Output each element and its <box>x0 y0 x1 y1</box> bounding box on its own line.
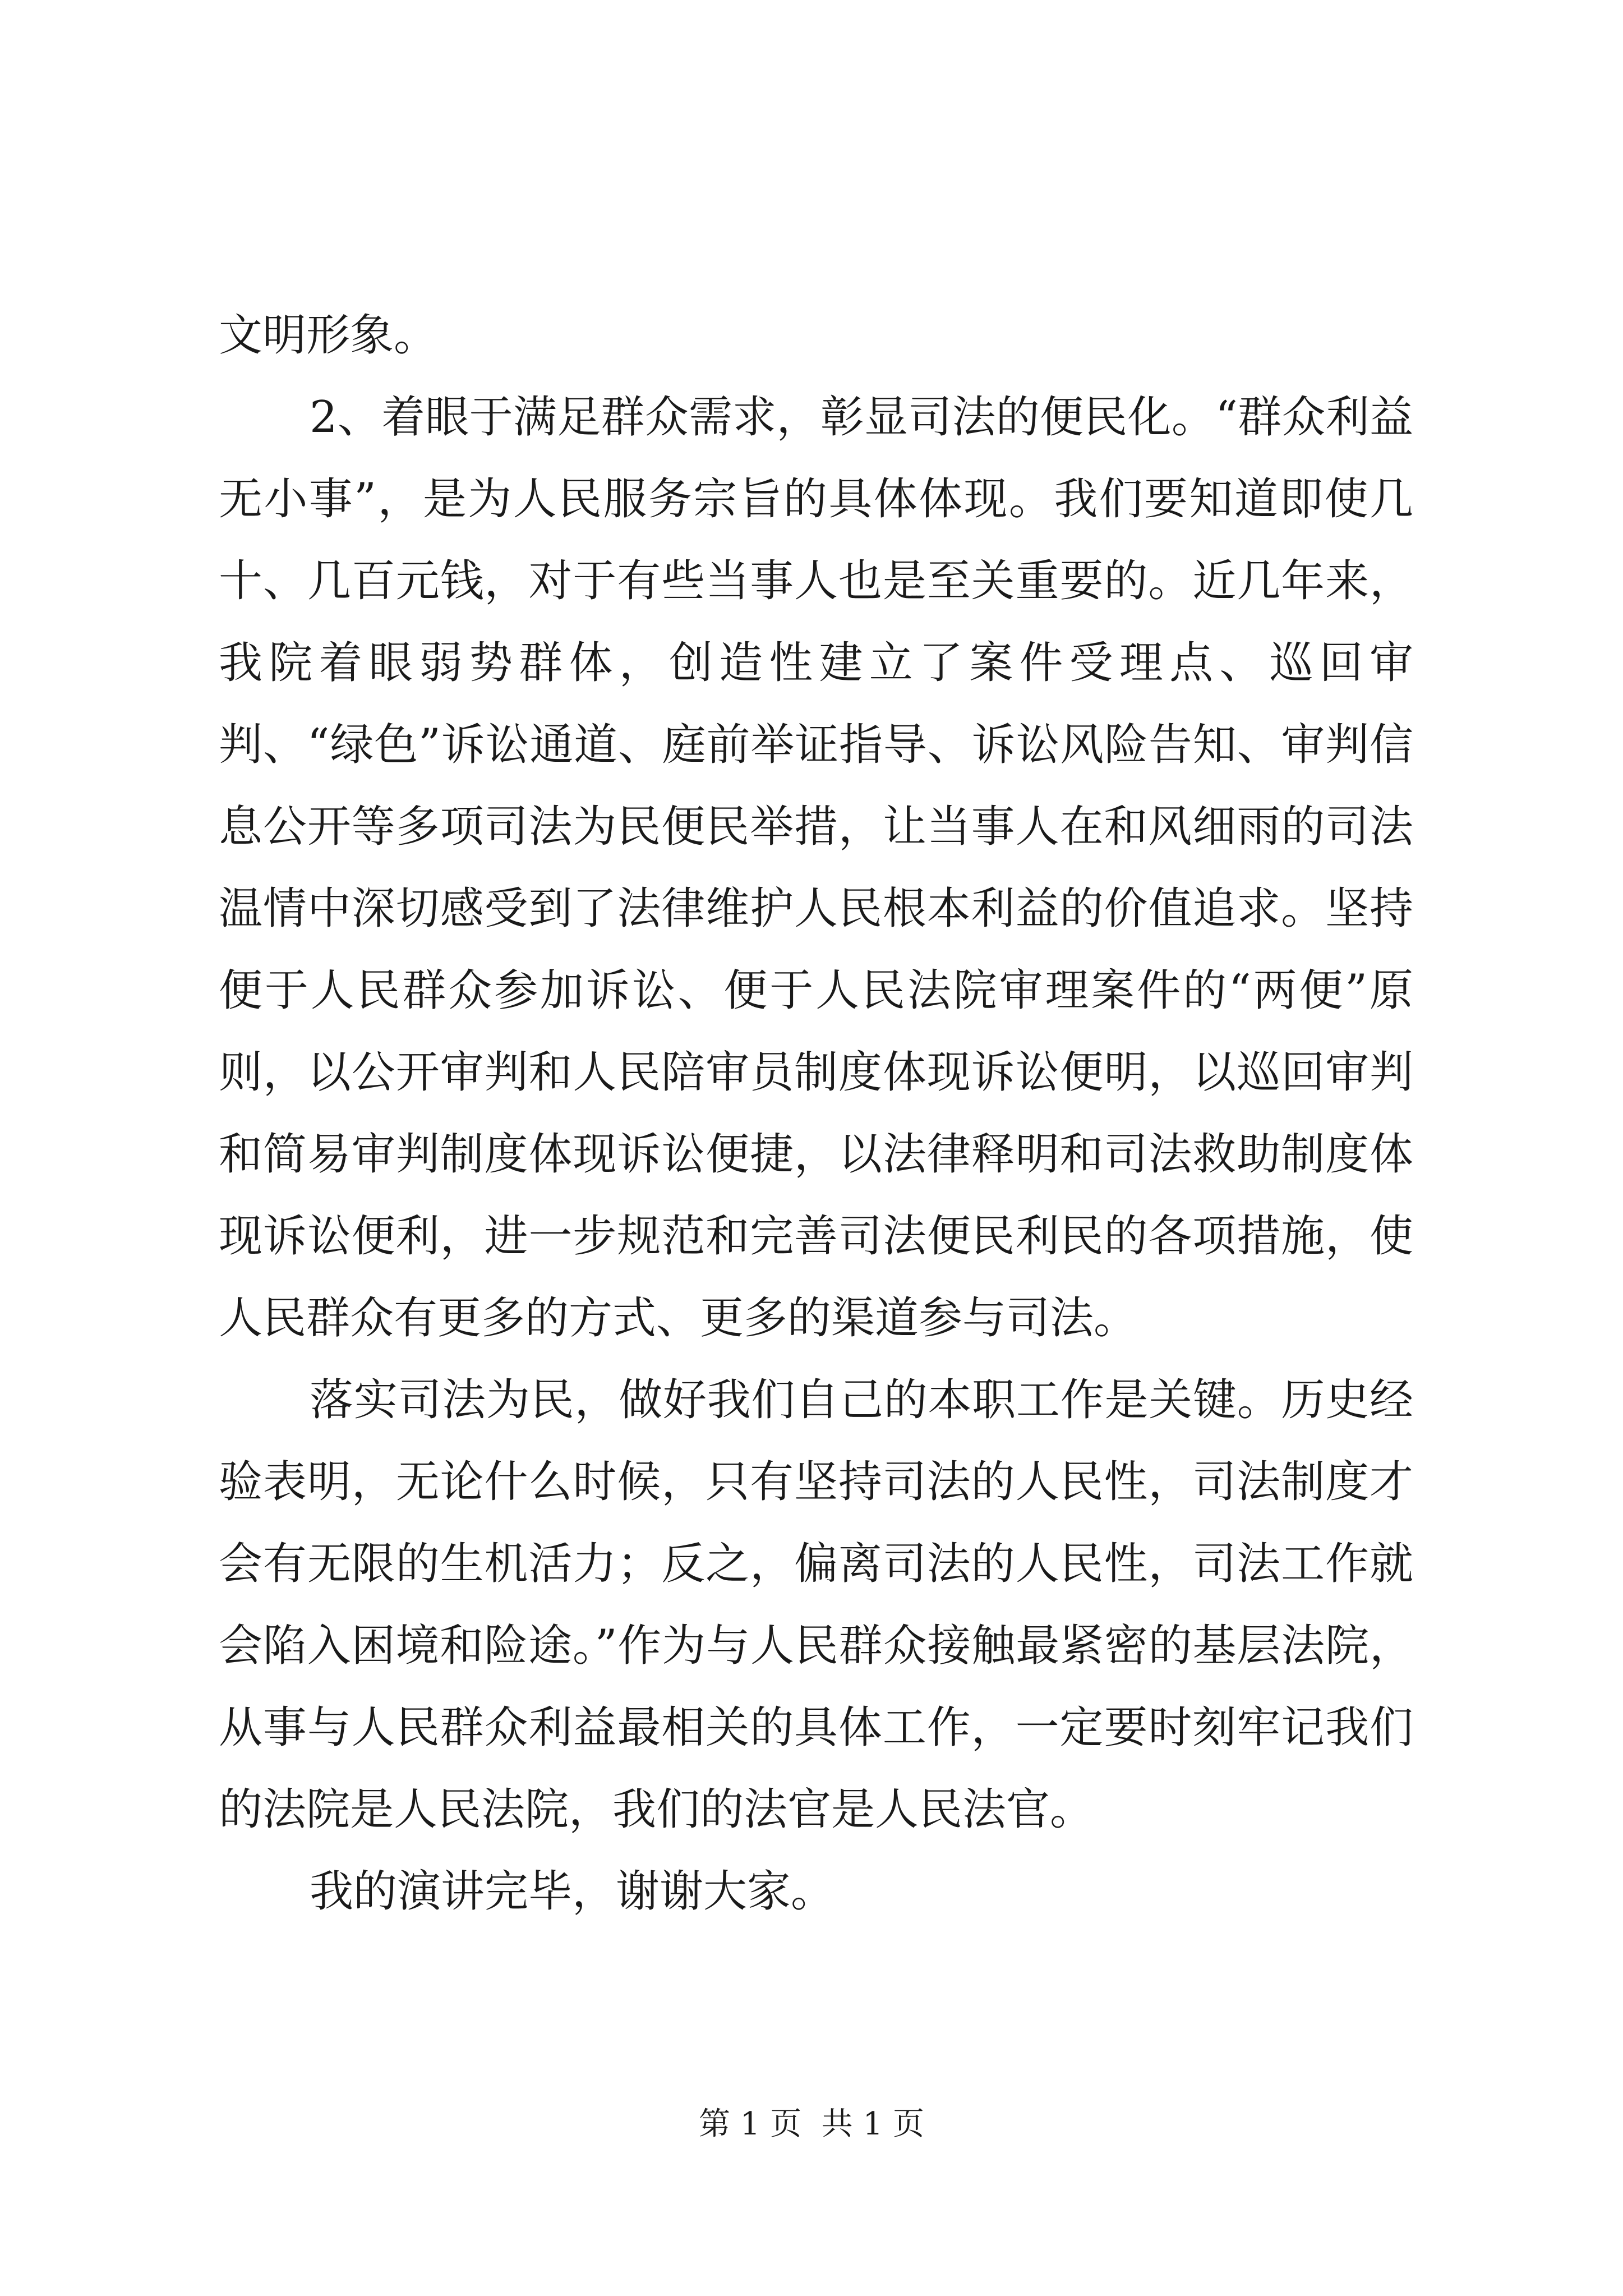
page-number-label: 第 1 页 共 1 页 <box>698 2106 925 2142</box>
paragraph-continuation: 文明形象。 <box>219 310 438 361</box>
page-footer <box>0 2105 1623 2144</box>
paragraph-closing: 我的演讲完毕，谢谢大家。 <box>310 1866 835 1917</box>
paragraph-convenience: 2、着眼于满足群众需求，彰显司法的便民化。“群众利益无小事”，是为人民服务宗旨的具体体现。我们要知道即使几十、几百元钱，对于有些当事人也是至关重要的。近几年来，我院着眼弱势群体，创造性建立了案件受理点、巡回审判、“绿色”诉讼通道、庭前举证指导、诉讼风险告知、审判信息公开等多项司法为民便民举措，让当事人在和风细雨的司法温情中深切感受到了法律维护人民根本利益的价值追求。坚持便于人民群众参加诉讼、便于人民法院审理案件的“两便”原则，以公开审判和人民陪审员制度体现诉讼便明，以巡回审判和简易审判制度体现诉讼便捷，以法律释明和司法救助制度体现诉讼便利，进一步规范和完善司法便民利民的各项措施，使人民群众有更多的方式、更多的渠道参与司法。 <box>219 392 1413 1343</box>
document-body <box>219 295 1413 1932</box>
paragraph-duty: 落实司法为民，做好我们自己的本职工作是关键。历史经验表明，无论什么时候，只有坚持司法的人民性，司法制度才会有无限的生机活力；反之，偏离司法的人民性，司法工作就会陷入困境和险途。”作为与人民群众接触最紧密的基层法院，从事与人民群众利益最相关的具体工作，一定要时刻牢记我们的法院是人民法院，我们的法官是人民法官。 <box>219 1375 1413 1835</box>
